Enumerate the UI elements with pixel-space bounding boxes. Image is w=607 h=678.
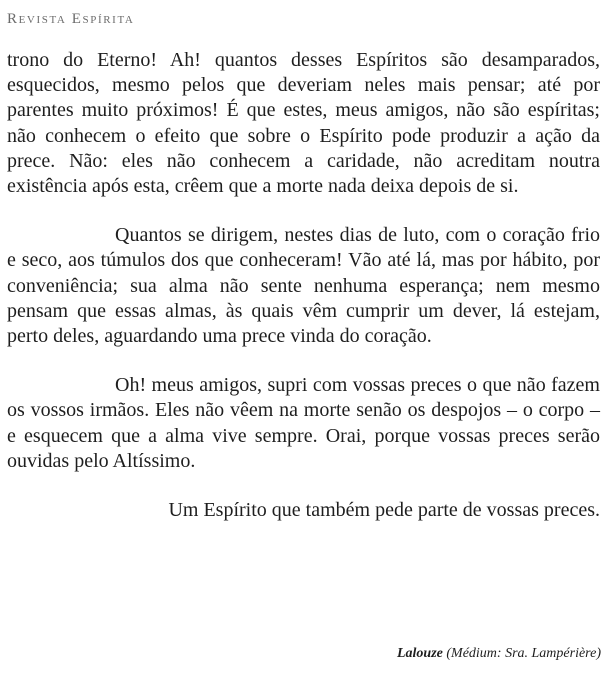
paragraph-mourning-visits: Quantos se dirigem, nestes dias de luto, com o coração frio e seco, aos túmulos dos que conheceram! Vão até lá, mas por hábito, por conveniência; sua alma não sente nenhuma esperança; nem mesmo pensam que essas almas, às quais vêm cumprir um dever, lá estejam, perto deles, aguardando uma prece vinda do coração. <box>7 224 600 348</box>
paragraph-gap <box>7 349 600 373</box>
paragraph-gap <box>7 474 600 498</box>
paragraph-prayer-appeal: Oh! meus amigos, supri com vossas preces o que não fazem os vossos irmãos. Eles não vêem na morte senão os despojos – o corpo – e esquecem que a alma vive sempre. Orai, porque vossas preces serão ouvidas pelo Altíssimo. <box>7 374 600 472</box>
paragraph-closing-line: Um Espírito que também pede parte de vossas preces. <box>168 499 600 522</box>
running-header: Revista Espírita <box>7 11 135 27</box>
signature-line <box>397 645 601 663</box>
article-body <box>7 48 600 523</box>
paragraph-continuation: trono do Eterno! Ah! quantos desses Espíritos são desamparados, esquecidos, mesmo pelos que deveriam neles mais pensar; até por parentes muito próximos! É que estes, meus amigos, não são espíritas; não conhecem o efeito que sobre o Espírito pode produzir a ação da prece. Não: eles não conhecem a caridade, não acreditam noutra existência após esta, crêem que a morte nada deixa depois de si. <box>7 49 600 198</box>
paragraph-gap <box>7 199 600 223</box>
signature-medium: (Médium: Sra. Lampérière) <box>446 646 601 661</box>
signature-author: Lalouze <box>396 646 443 661</box>
